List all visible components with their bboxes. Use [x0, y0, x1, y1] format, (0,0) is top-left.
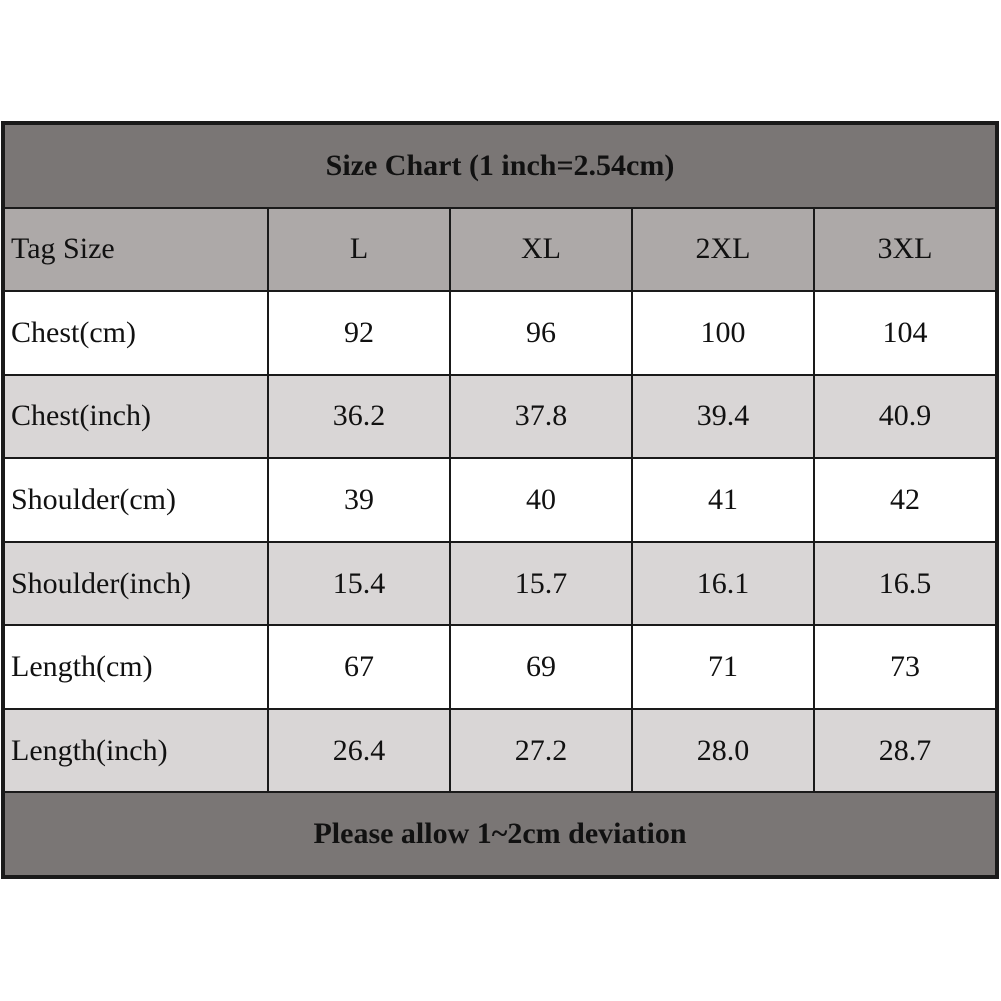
size-chart [1, 121, 999, 879]
table-cell: 28.0 [632, 709, 814, 793]
row-label: Length(inch) [4, 709, 268, 793]
row-label: Length(cm) [4, 625, 268, 709]
table-row [4, 625, 996, 709]
table-cell: 100 [632, 291, 814, 375]
table-row [4, 458, 996, 542]
table-cell: 37.8 [450, 375, 632, 459]
size-l-header: L [268, 208, 450, 292]
title-row [4, 124, 996, 208]
table-cell: 28.7 [814, 709, 996, 793]
table-cell: 15.7 [450, 542, 632, 626]
table-cell: 16.5 [814, 542, 996, 626]
table-row [4, 291, 996, 375]
table-cell: 96 [450, 291, 632, 375]
table-cell: 41 [632, 458, 814, 542]
table-cell: 36.2 [268, 375, 450, 459]
table-cell: 104 [814, 291, 996, 375]
table-cell: 73 [814, 625, 996, 709]
footer-row [4, 792, 996, 876]
table-row [4, 375, 996, 459]
size-3xl-header: 3XL [814, 208, 996, 292]
table-cell: 69 [450, 625, 632, 709]
row-label: Chest(cm) [4, 291, 268, 375]
table-cell: 92 [268, 291, 450, 375]
table-cell: 40.9 [814, 375, 996, 459]
table-cell: 71 [632, 625, 814, 709]
size-table [3, 123, 997, 877]
deviation-note: Please allow 1~2cm deviation [4, 792, 996, 876]
table-cell: 42 [814, 458, 996, 542]
table-row [4, 709, 996, 793]
table-cell: 67 [268, 625, 450, 709]
table-cell: 26.4 [268, 709, 450, 793]
size-xl-header: XL [450, 208, 632, 292]
table-cell: 16.1 [632, 542, 814, 626]
header-row [4, 208, 996, 292]
row-label: Chest(inch) [4, 375, 268, 459]
table-cell: 40 [450, 458, 632, 542]
table-row [4, 542, 996, 626]
tag-size-label: Tag Size [4, 208, 268, 292]
table-cell: 39.4 [632, 375, 814, 459]
table-cell: 15.4 [268, 542, 450, 626]
table-cell: 39 [268, 458, 450, 542]
row-label: Shoulder(inch) [4, 542, 268, 626]
table-title: Size Chart (1 inch=2.54cm) [4, 124, 996, 208]
size-2xl-header: 2XL [632, 208, 814, 292]
table-cell: 27.2 [450, 709, 632, 793]
row-label: Shoulder(cm) [4, 458, 268, 542]
